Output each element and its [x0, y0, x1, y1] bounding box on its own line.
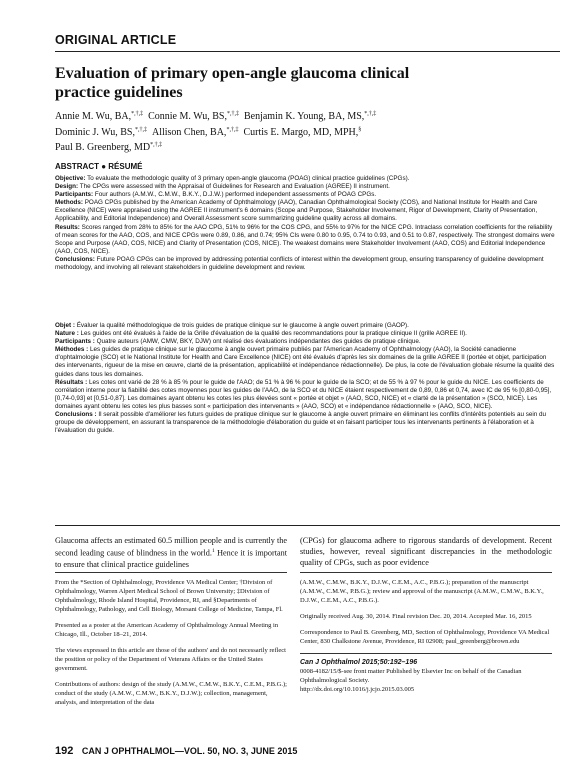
author: Connie M. Wu, BS,*,†,‡: [148, 111, 239, 122]
doi-link[interactable]: http://dx.doi.org/10.1016/j.jcjo.2015.03.005: [300, 686, 415, 693]
body-column-right: [300, 535, 552, 568]
abstract-objective: Objective: To evaluate the methodologic quality of 3 primary open-angle glaucoma (POAG) clinical practice guidelines (CPGs).: [55, 175, 410, 182]
citation-rule: [300, 653, 552, 654]
intro-paragraph: Glaucoma affects an estimated 60.5 million people and is currently the second leading cause of blindness in the world.$^1$ Hence it is important to ensure that clinical practice guidelines: [55, 536, 287, 569]
resume-methodes: Méthodes : Les guides de pratique clinique sur le glaucome à angle ouvert primaire publiés par l'American Academy of Ophthalmology (AAO), la Société canadienne d'ophtalmologie (SCO) et le National Institute for Health and Care Excellence (NICE) ont été évalués d'après les six domaines de la grille AGREE II (portée et objet, participation des intervenants, rigueur de la mise en œuvre, clarté de la présentation, applicabilité et indépendance rédactionnelle). De plus, la cote de l'évaluation globale résume la qualité des guides dans tous les domaines.: [55, 346, 555, 378]
page-footer: [55, 745, 297, 757]
author: Benjamin K. Young, BA, MS,*,†,‡: [243, 111, 377, 122]
resume-conclusions: Conclusions : Il serait possible d'améliorer les futurs guides de pratique clinique sur le glaucome à angle ouvert primaire en éliminant les conflits d'intérêts potentiels au sein du groupe de développement, en assurant la transparence de la méthodologie d'élaboration du guide et en faisant participer tous les intervenants pertinents à l'élaboration et à l'évaluation du guide.: [55, 411, 547, 435]
abstract-french: [55, 322, 555, 435]
footnote-rule-left: [55, 572, 287, 573]
footnotes-right: [300, 578, 552, 694]
contributions: Contributions of authors: design of the study (A.M.W., C.M.W., B.K.Y., C.E.M., P.B.G.); conduct of the study (A.M.W., C.M.W., B.K.Y., D.J.W.); collection, management, analysis, and interpretation of the data: [55, 681, 287, 706]
author: Dominic J. Wu, BS,*,†,‡: [55, 126, 147, 138]
affiliations: From the *Section of Ophthalmology, Providence VA Medical Center; †Division of Ophthalmology, Warren Alpert Medical School of Brown University; ‡Division of Ophthalmology, Rhode Island Hospital, Providence, RI, and §Departments of Ophthalmology, Pathology, and Cell Biology, Morsani College of Medicine, Tampa, Fl.: [55, 579, 283, 613]
views-disclaimer: The views expressed in this article are those of the authors' and do not necessarily reflect the position or policy of the Department of Veterans Affairs or the United States government.: [55, 647, 286, 672]
abstract-heading: ABSTRACT ● RÉSUMÉ: [55, 162, 143, 171]
journal-citation: Can J Ophthalmol 2015;50:192–196: [300, 659, 418, 666]
author: Annie M. Wu, BA,*,†,‡: [55, 111, 144, 122]
title-line-1: Evaluation of primary open-angle glaucoma clinical: [55, 65, 410, 82]
correspondence: Correspondence to Paul B. Greenberg, MD, Section of Ophthalmology, Providence VA Medical Center, 830 Chalkstone Avenue, Providence, RI 02908; paul_greenberg@brown.edu: [300, 629, 550, 645]
author: Allison Chen, BA,*,†,‡: [151, 126, 239, 138]
article-title: [55, 64, 555, 102]
title-line-2: practice guidelines: [55, 84, 183, 101]
section-label: ORIGINAL ARTICLE: [55, 33, 177, 47]
abstract-results: Results: Scores ranged from 28% to 85% for the AAO CPG, 51% to 96% for the COS CPG, and 55% to 97% for the NICE CPG. Intraclass correlation coefficients for the reliability of mean scores for the AAO, COS, and NICE CPGs were 0.89, 0.86, and 0.74; 95% CIs were 0.80 to 0.95, 0.74 to 0.93, and 0.51 to 0.87, respectively. The strongest domains were Scope and Purpose (AAO, COS, NICE) and Clarity of Presentation (COS, NICE). The weakest domains were Stakeholder Involvement (AAO, COS) and Editorial Independence (AAO, COS, NICE).: [55, 223, 555, 255]
resume-resultats: Résultats : Les cotes ont varié de 28 % à 85 % pour le guide de l'AAO; de 51 % à 96 % pour le guide de la SCO; et de 55 % à 97 % pour le guide du NICE. Les coefficients de corrélation interne pour la fiabilité des cotes moyennes pour les guides de l'AAO, de la SCO et du NICE étaient respectivement de 0,89, 0,86 et 0,74, avec IC de 95 % [0,80-0,95], [0,74-0,93] et [0,51-0,87]. Les domaines ayant obtenu les cotes les plus élevées sont « portée et objet » (AAO, SCO, NICE) et « clarté de la présentation » (SCO, NICE). Les domaines ayant obtenu les cotes les plus basses sont « participation des intervenants » (AAO, SCO) et « indépendance rédactionnelle » (AAO, SCO, NICE).: [55, 378, 552, 410]
abstract-conclusions: Conclusions: Future POAG CPGs can be improved by addressing potential conflicts of interest within the development group, ensuring transparency of guideline development methodology, and involving all relevant stakeholders in guideline development and review.: [55, 255, 544, 272]
abstract-participants: Participants: Four authors (A.M.W., C.M.W., B.K.Y., D.J.W.) performed independent assessments of POAG CPGs.: [55, 191, 377, 199]
copyright: 0008-4182/15/$-see front matter Published by Elsevier Inc on behalf of the Canadian Ophthalmological Society.: [300, 668, 522, 684]
abstract-divider: [55, 525, 560, 526]
author-list: [55, 108, 575, 155]
resume-participants: Participants : Quatre auteurs (AMW, CMW, BKY, DJW) ont réalisé des évaluations indépendantes des guides de pratique clinique.: [55, 338, 421, 346]
abstract-design: Design: The CPGs were assessed with the Appraisal of Guidelines for Research and Evaluation (AGREE) II instrument.: [55, 183, 390, 191]
intro-paragraph-cont: (CPGs) for glaucoma adhere to rigorous standards of development. Recent studies, however, reveal significant discrepancies in the methodologic quality of CPGs, such as poor evidence: [300, 536, 552, 567]
journal-footer: CAN J OPHTHALMOL—VOL. 50, NO. 3, JUNE 2015: [81, 746, 298, 756]
abstract-methods: Methods: POAG CPGs published by the American Academy of Ophthalmology (AAO), Canadian Ophthalmological Society (COS), and National Institute for Health and Care Excellence (NICE) were appraised using the AGREE II instrument's 6 domains (Scope and Purpose, Stakeholder Involvement, Rigor of Development, Clarity of Presentation, Applicability, and Editorial Independence) and Overall Assessment score summarizing guideline quality across all domains.: [55, 199, 538, 223]
contributions-cont: (A.M.W., C.M.W., B.K.Y., D.J.W., C.E.M., A.C., P.B.G.); preparation of the manuscript (A.M.W., C.M.W., P.B.G.); review and approval of the manuscript (A.M.W., C.M.W., B.K.Y., D.J.W., C.E.M., A.C., P.B.G.).: [300, 579, 544, 604]
author: Paul B. Greenberg, MD*,†,‡: [55, 142, 163, 153]
presented-note: Presented as a poster at the American Academy of Ophthalmology Annual Meeting in Chicago, Ill., October 18–21, 2014.: [55, 622, 279, 638]
body-column-left: [55, 535, 287, 570]
footnote-rule-right: [300, 572, 552, 573]
abstract-english: [55, 175, 555, 272]
header-rule: [55, 51, 560, 52]
resume-nature: Nature : Les guides ont été évalués à l'aide de la Grille d'évaluation de la qualité des recommandations pour la pratique clinique II (grille AGREE II).: [55, 330, 467, 338]
resume-objet: Objet : Évaluer la qualité méthodologique de trois guides de pratique clinique sur le glaucome à angle ouvert primaire (GAOP).: [55, 322, 409, 329]
footnotes-left: [55, 578, 287, 714]
received-dates: Originally received Aug. 30, 2014. Final revision Dec. 20, 2014. Accepted Mar. 16, 2015: [300, 613, 532, 620]
page-number: 192: [55, 745, 74, 757]
author: Curtis E. Margo, MD, MPH,§: [243, 126, 362, 138]
